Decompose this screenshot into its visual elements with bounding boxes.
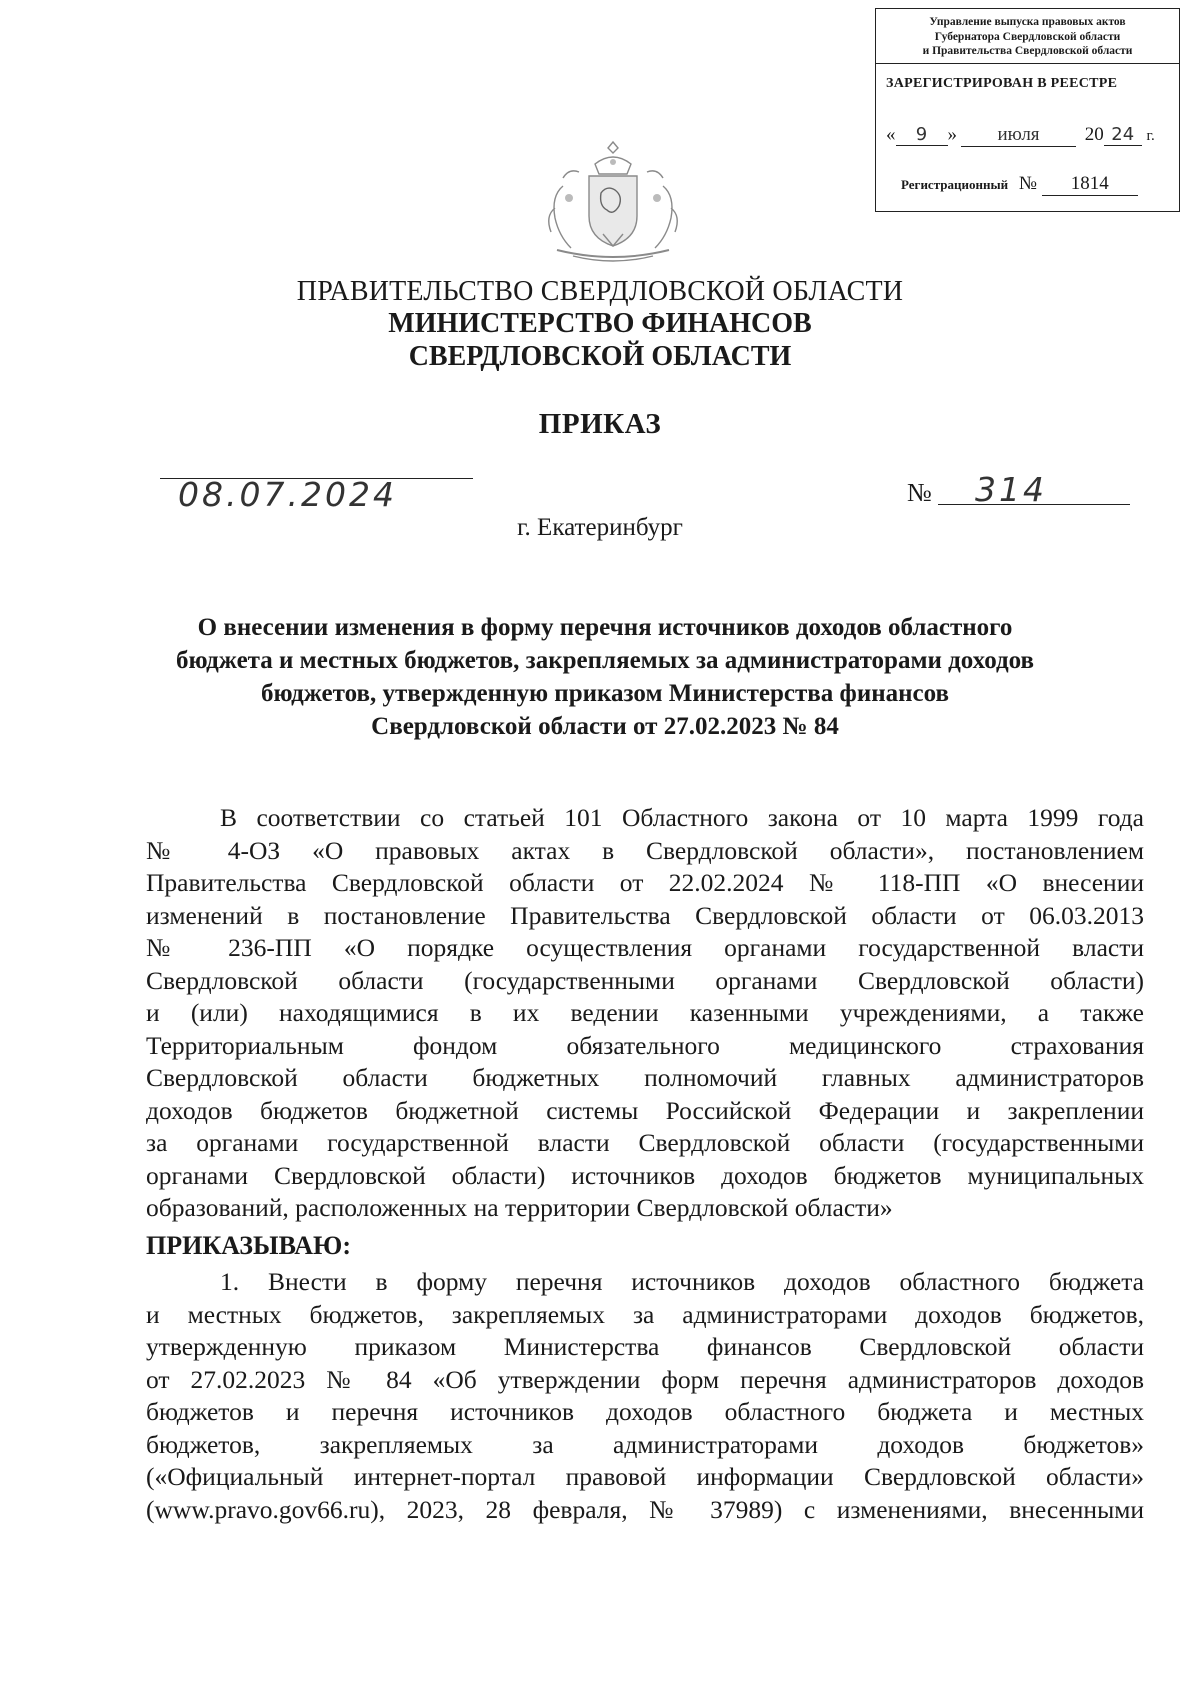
city: г. Екатеринбург [517, 514, 683, 541]
title-line: бюджета и местных бюджетов, закрепляемых за администраторами доходов [175, 647, 1035, 674]
text-line: бюджетов и перечня источников доходов областного бюджета и местных [146, 1397, 1144, 1426]
title-line: Свердловской области от 27.02.2023 № 84 [371, 713, 839, 740]
stamp-day: 9 [896, 124, 948, 146]
ministry-name-line2: СВЕРДЛОВСКОЙ ОБЛАСТИ [408, 341, 792, 372]
text-line: образований, расположенных на территории Свердловской области» [146, 1193, 893, 1222]
stamp-month: июля [961, 124, 1076, 147]
stamp-header-line: и Правительства Свердловской области [922, 45, 1133, 57]
text-line: В соответствии со статьей 101 Областного закона от 10 марта 1999 года [220, 803, 1144, 832]
order-date-handwritten: 08.07.2024 [178, 475, 397, 514]
text-line: Территориальным фондом обязательного медицинского страхования [146, 1030, 1144, 1060]
stamp-header-line: Губернатора Свердловской области [934, 30, 1121, 43]
text-line: 1. Внести в форму перечня источников доходов областного бюджета [220, 1267, 1144, 1296]
stamp-header [876, 9, 1179, 64]
document-type: ПРИКАЗ [538, 408, 662, 440]
text-line: органами Свердловской области) источников доходов бюджетов муниципальных [146, 1160, 1144, 1190]
number-underline [938, 504, 1130, 505]
text-line: и (или) находящимися в их ведении казенными учреждениями, а также [146, 998, 1144, 1027]
text-line: № 4-ОЗ «О правовых актах в Свердловской области», постановлением [146, 835, 1144, 865]
stamp-reg-value: 1814 [1042, 173, 1138, 196]
text-line: бюджетов, закрепляемых за администраторами доходов бюджетов» [146, 1429, 1144, 1459]
government-name: ПРАВИТЕЛЬСТВО СВЕРДЛОВСКОЙ ОБЛАСТИ [296, 276, 904, 307]
stamp-registered-label: ЗАРЕГИСТРИРОВАН В РЕЕСТРЕ [886, 76, 1118, 91]
stamp-quote-open: « [886, 124, 896, 145]
stamp-header-line: Управление выпуска правовых актов [929, 16, 1126, 28]
stamp-quote-close: » [947, 124, 957, 145]
date-underline [160, 478, 473, 479]
stamp-no-sign: № [1018, 173, 1037, 194]
stamp-reg-number [901, 173, 1138, 196]
stamp-date [886, 124, 1155, 147]
document-title [130, 611, 1080, 743]
text-line: доходов бюджетов бюджетной системы Российской Федерации и закреплении [146, 1095, 1144, 1125]
title-line: бюджетов, утвержденную приказом Министерства финансов [260, 680, 950, 707]
text-line: и местных бюджетов, закрепляемых за администраторами доходов бюджетов, [146, 1299, 1144, 1329]
stamp-year-unit: г. [1146, 128, 1155, 144]
text-line: за органами государственной власти Свердловской области (государственными [146, 1128, 1144, 1157]
text-line: Свердловской области бюджетных полномочий главных администраторов [146, 1063, 1144, 1092]
text-line: Правительства Свердловской области от 22.02.2024 № 118-ПП «О внесении [146, 868, 1144, 897]
coat-of-arms-emblem [533, 138, 693, 273]
ministry-name-line1: МИНИСТЕРСТВО ФИНАНСОВ [388, 308, 812, 339]
text-line: («Официальный интернет-портал правовой информации Свердловской области» [146, 1462, 1144, 1491]
text-line: утвержденную приказом Министерства финансов Свердловской области [146, 1332, 1144, 1361]
text-line: Свердловской области (государственными органами Свердловской области) [146, 965, 1144, 995]
order-item-1 [146, 1266, 1144, 1526]
order-word: ПРИКАЗЫВАЮ: [146, 1231, 351, 1260]
stamp-reg-label: Регистрационный [901, 177, 1009, 192]
text-line: № 236-ПП «О порядке осуществления органами государственной власти [146, 933, 1144, 962]
text-line: (www.pravo.gov66.ru), 2023, 28 февраля, № 37989) с изменениями, внесенными [146, 1494, 1144, 1524]
order-number-sign: № [907, 478, 932, 507]
order-number-handwritten: 314 [975, 470, 1047, 509]
title-line: О внесении изменения в форму перечня источников доходов областного [197, 614, 1013, 641]
preamble-paragraph [146, 802, 1144, 1225]
registration-stamp [875, 8, 1180, 212]
text-line: изменений в постановление Правительства Свердловской области от 06.03.2013 [146, 900, 1144, 930]
stamp-year-suffix: 24 [1104, 124, 1142, 146]
text-line: от 27.02.2023 № 84 «Об утверждении форм перечня администраторов доходов [146, 1364, 1144, 1394]
stamp-year-prefix: 20 [1084, 124, 1104, 145]
